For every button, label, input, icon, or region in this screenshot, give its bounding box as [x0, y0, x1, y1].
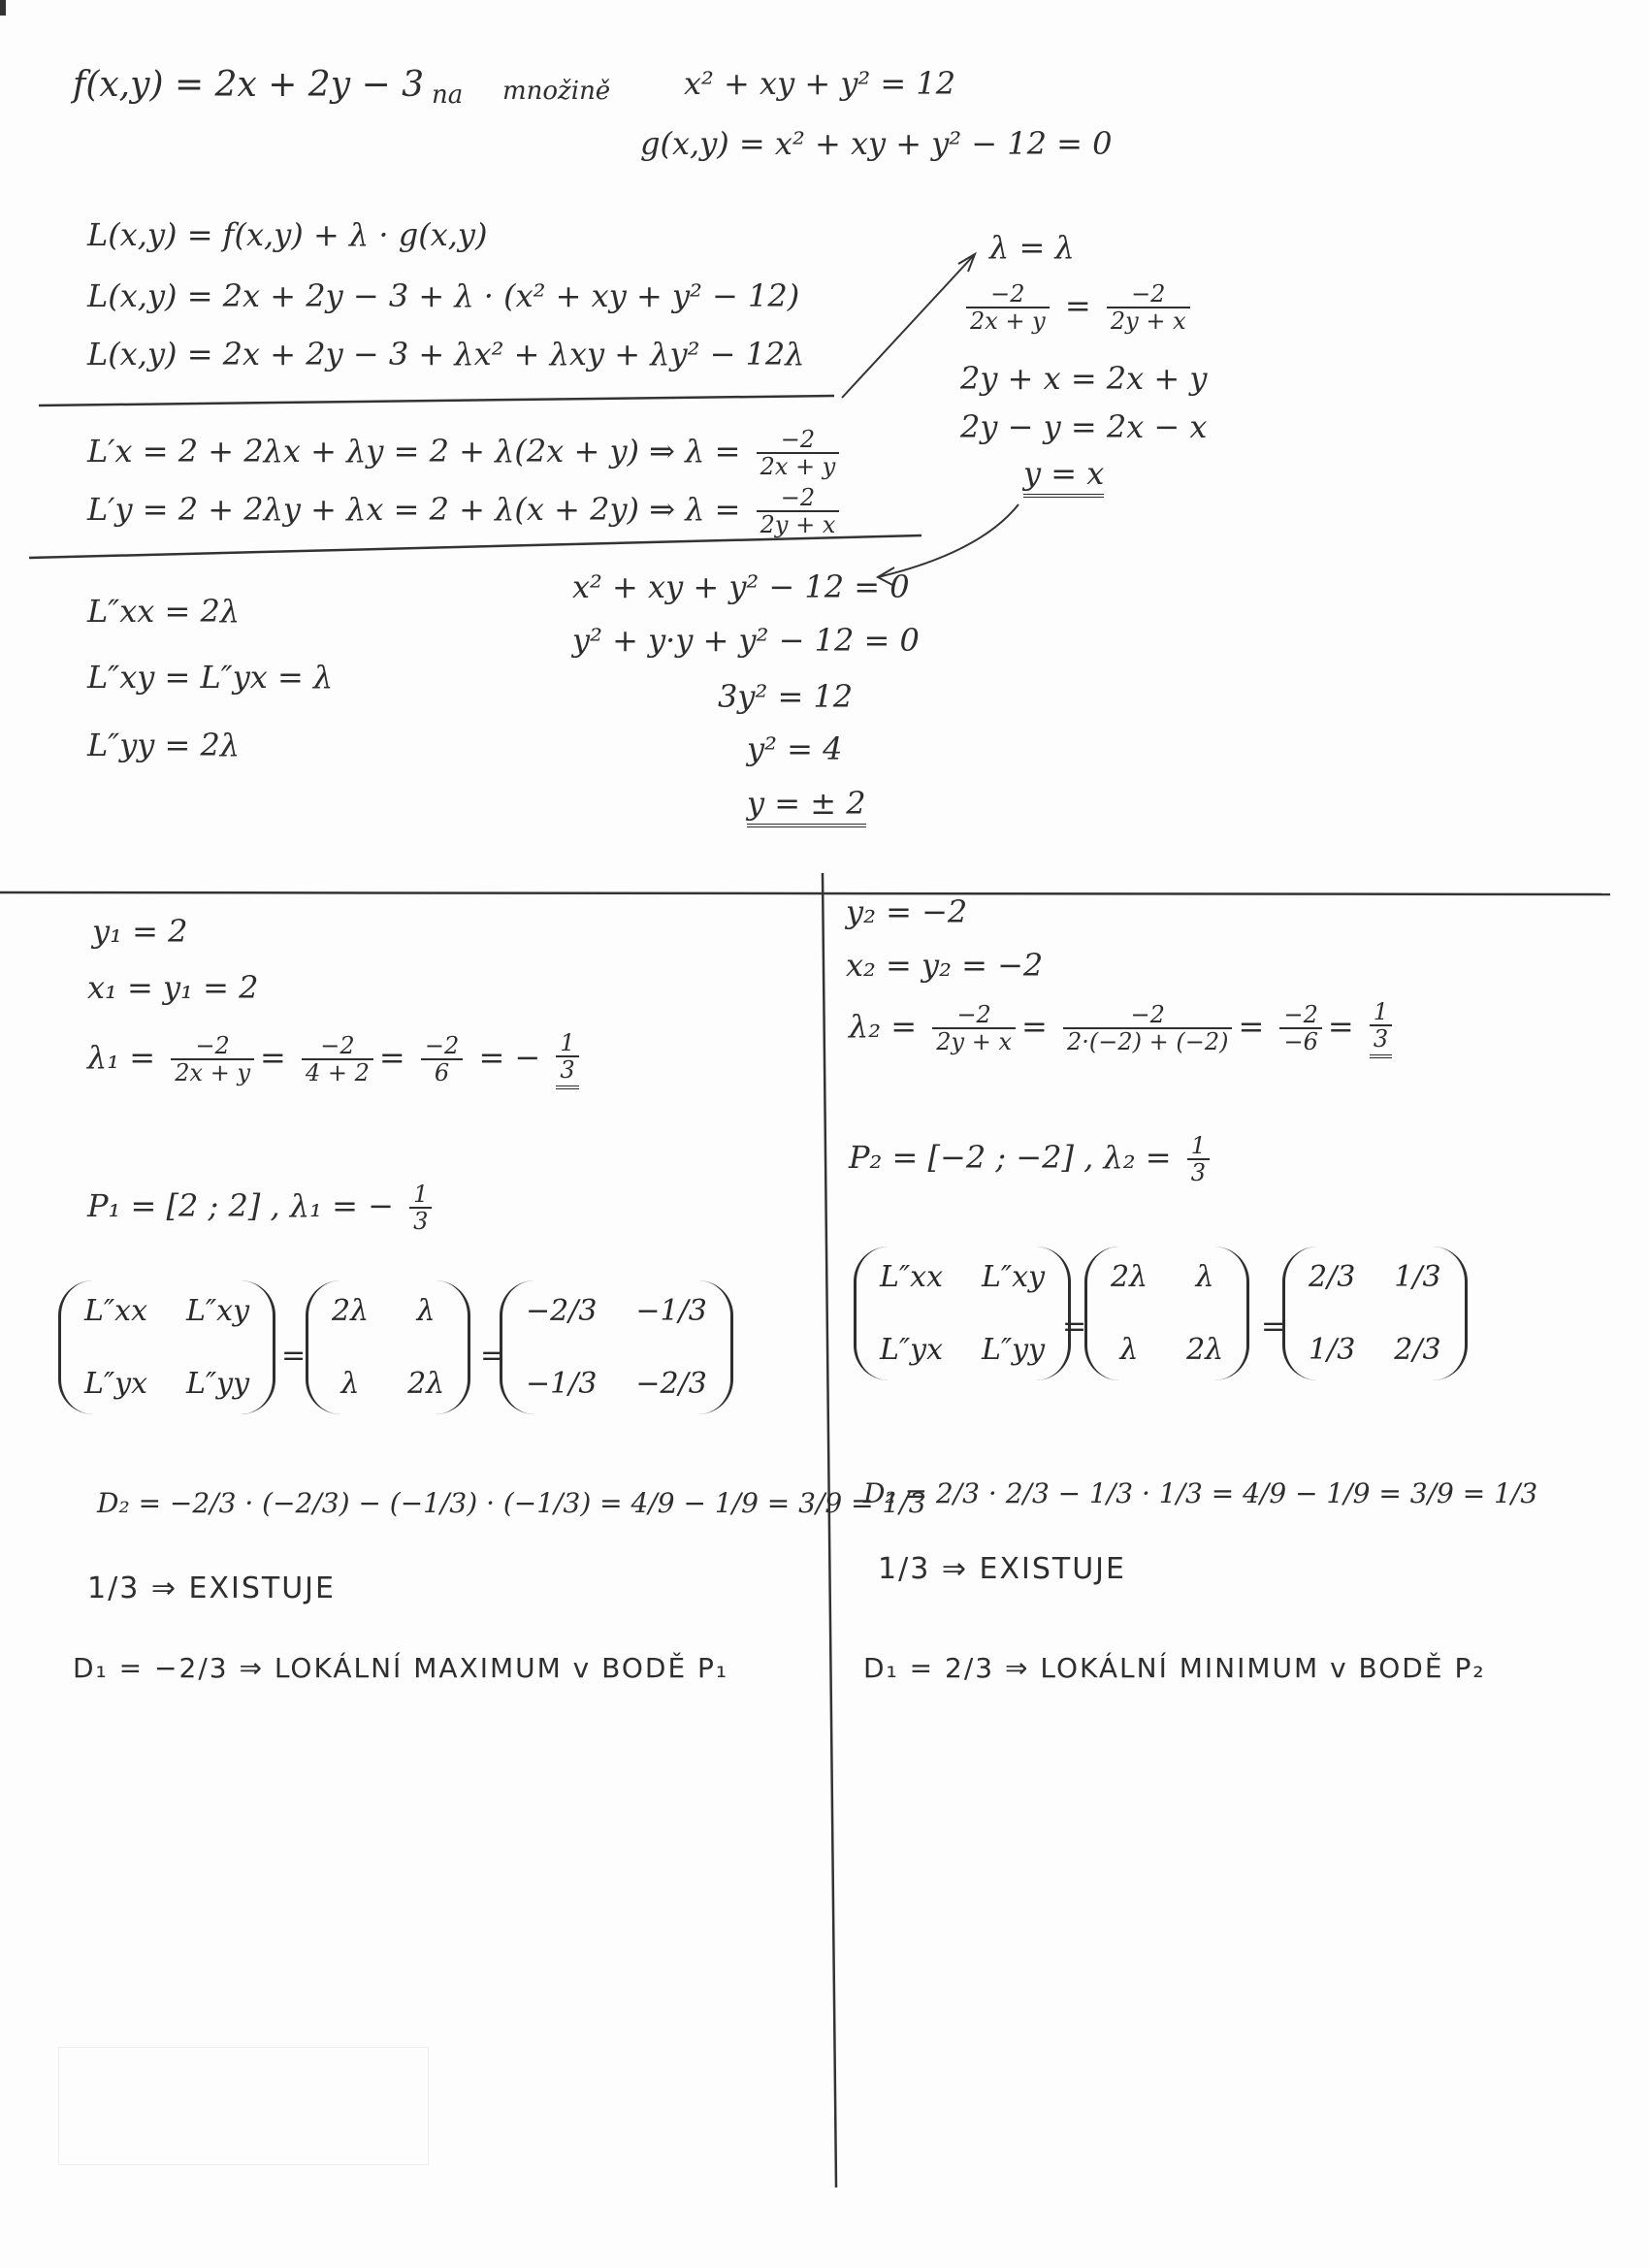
fraction-numerator: 1 [1187, 1133, 1210, 1160]
fraction-numerator: −2 [1063, 1002, 1232, 1029]
side-step-3: 2y + x = 2x + y [960, 360, 1208, 397]
fraction-numerator: −2 [932, 1002, 1016, 1029]
matrix-cell: −2/3 [635, 1367, 707, 1401]
equals-sign: = [1261, 1310, 1286, 1344]
fraction-numerator: −2 [421, 1033, 463, 1060]
left-hessian-lambda [306, 1280, 470, 1414]
fraction-denominator: 3 [413, 1208, 429, 1236]
right-lambda-frac-4 [1370, 999, 1392, 1058]
left-lambda-frac-2 [302, 1033, 373, 1086]
left-exists: 1/3 ⇒ EXISTUJE [87, 1571, 336, 1605]
left-lambda-result-prefix: = − [478, 1038, 541, 1076]
fraction-numerator: 1 [409, 1182, 432, 1209]
left-hessian-symbolic [58, 1280, 275, 1414]
side-result-wrap [1023, 454, 1104, 493]
fraction-denominator: 2y + x [760, 511, 836, 539]
left-conclusion: D₁ = −2/3 ⇒ LOKÁLNÍ MAXIMUM v BODĚ P₁ [73, 1652, 729, 1684]
equals-sign: = [281, 1339, 307, 1373]
lagrange-substituted: L(x,y) = 2x + 2y − 3 + λ · (x² + xy + y² − 12) [87, 277, 800, 314]
left-y1: y₁ = 2 [92, 913, 188, 950]
matrix-cell: 2/3 [1309, 1260, 1356, 1294]
matrix-cell: −1/3 [526, 1367, 598, 1401]
fraction-denominator: 2x + y [970, 308, 1046, 336]
right-point-text: P₂ = [−2 ; −2] , λ₂ = [849, 1138, 1172, 1176]
side-lambda-eq: λ = λ [989, 229, 1075, 266]
solve-step-1: x² + xy + y² − 12 = 0 [572, 568, 910, 605]
matrix-cell: 2λ [407, 1367, 445, 1401]
lagrange-expanded: L(x,y) = 2x + 2y − 3 + λx² + λxy + λy² − 12λ [87, 336, 805, 373]
right-exists: 1/3 ⇒ EXISTUJE [878, 1552, 1126, 1586]
left-x1: x₁ = y₁ = 2 [87, 969, 259, 1006]
fraction-denominator: 3 [1373, 1025, 1389, 1053]
fraction-denominator: 6 [434, 1059, 450, 1087]
matrix-cell: 1/3 [1394, 1260, 1441, 1294]
second-deriv-yy: L″yy = 2λ [87, 727, 241, 763]
partial-x-text: L′x = 2 + 2λx + λy = 2 + λ(2x + y) ⇒ λ = [87, 432, 741, 470]
fraction-denominator: 2y + x [936, 1028, 1012, 1056]
solve-step-4: y² = 4 [747, 730, 843, 767]
fraction-denominator: 4 + 2 [305, 1059, 370, 1087]
right-x2: x₂ = y₂ = −2 [846, 947, 1044, 984]
right-hessian-symbolic [854, 1247, 1071, 1380]
left-lambda-prefix: λ₁ = [87, 1038, 156, 1076]
matrix-cell: L″xx [880, 1260, 943, 1294]
fraction-denominator: 2y + x [1110, 308, 1186, 336]
partial-y [87, 485, 845, 538]
word-na: na [432, 81, 464, 110]
partial-x [87, 427, 845, 480]
side-result: y = x [1023, 455, 1104, 498]
fraction-denominator: 3 [1190, 1159, 1207, 1187]
matrix-cell: 2λ [1111, 1260, 1148, 1294]
fraction-numerator: 1 [1370, 999, 1392, 1026]
partial-y-text: L′y = 2 + 2λy + λx = 2 + λ(x + 2y) ⇒ λ = [87, 490, 741, 528]
fraction-numerator: −2 [1279, 1002, 1321, 1029]
right-lambda-frac-2 [1063, 1002, 1232, 1055]
matrix-cell: L″yx [84, 1367, 148, 1401]
second-deriv-xx: L″xx = 2λ [87, 593, 241, 630]
fraction-denominator: 2x + y [175, 1059, 250, 1087]
side-equals: = [1064, 286, 1091, 324]
fraction-numerator: −2 [966, 281, 1050, 308]
partial-x-fraction [757, 427, 840, 480]
left-point [87, 1182, 437, 1235]
right-lambda: λ₂ = $\frac{-2}{2y + x}$ = $\frac{-2}{2\cdot(-2) + (-2)}$ = $\frac{-2}{-6}$ = $\frac{1}{3}$ [849, 999, 1398, 1058]
fraction-denominator: 2·(−2) + (−2) [1066, 1028, 1229, 1056]
right-hessian-values [1282, 1247, 1468, 1380]
right-hessian-lambda [1084, 1247, 1249, 1380]
fraction-numerator: −2 [1107, 281, 1190, 308]
matrix-cell: 1/3 [1309, 1333, 1356, 1367]
side-fraction-eq [960, 281, 1196, 335]
left-lambda-frac-3 [421, 1033, 463, 1086]
matrix-cell: 2λ [1186, 1333, 1224, 1367]
left-determinant-d2: D₂ = −2/3 · (−2/3) − (−1/3) · (−1/3) = 4/9 − 1/9 = 3/9 = 1/3 [97, 1487, 926, 1519]
fraction-numerator: −2 [757, 427, 840, 454]
constraint-equation: x² + xy + y² = 12 [684, 65, 956, 102]
matrix-cell: −1/3 [635, 1294, 707, 1328]
right-point [849, 1133, 1215, 1186]
matrix-cell: 2/3 [1394, 1333, 1441, 1367]
left-point-text: P₁ = [2 ; 2] , λ₁ = − [87, 1186, 394, 1224]
matrix-cell: L″xy [982, 1260, 1046, 1294]
right-conclusion: D₁ = 2/3 ⇒ LOKÁLNÍ MINIMUM v BODĚ P₂ [863, 1652, 1486, 1684]
right-point-fraction [1187, 1133, 1210, 1186]
fraction-denominator: 2x + y [760, 453, 836, 481]
fraction-denominator: 3 [560, 1056, 575, 1085]
fraction-denominator: −6 [1283, 1028, 1318, 1056]
word-mnozine: množině [502, 77, 611, 106]
equals-sign: = [480, 1339, 505, 1373]
side-fraction-left [966, 281, 1050, 335]
solve-step-2: y² + y·y + y² − 12 = 0 [572, 622, 920, 659]
left-lambda-frac-4 [556, 1030, 578, 1089]
matrix-cell: L″xx [84, 1294, 147, 1328]
fraction-numerator: −2 [757, 485, 840, 512]
right-lambda-frac-3 [1279, 1002, 1321, 1055]
faint-stamp-artifact [58, 2047, 429, 2165]
left-lambda: λ₁ = $\frac{-2}{2x + y}$ = $\frac{-2}{4 + 2}$ = $\frac{-2}{6}$ = − $\frac{1}{3}$ [87, 1030, 585, 1089]
matrix-cell: L″yx [880, 1333, 944, 1367]
matrix-cell: L″yy [186, 1367, 250, 1401]
left-point-fraction [409, 1182, 432, 1235]
second-deriv-xy: L″xy = L″yx = λ [87, 659, 334, 696]
matrix-cell: λ [340, 1367, 360, 1401]
side-fraction-right [1107, 281, 1190, 335]
left-hessian-values [500, 1280, 733, 1414]
matrix-cell: λ [416, 1294, 436, 1328]
matrix-cell: 2λ [332, 1294, 370, 1328]
function-definition: f(x,y) = 2x + 2y − 3 [73, 65, 425, 105]
lagrange-definition: L(x,y) = f(x,y) + λ · g(x,y) [87, 216, 488, 253]
right-determinant-d2: D₂ = 2/3 · 2/3 − 1/3 · 1/3 = 4/9 − 1/9 = 3/9 = 1/3 [863, 1477, 1538, 1509]
solve-result-wrap [747, 784, 866, 823]
side-step-4: 2y − y = 2x − x [960, 408, 1208, 445]
matrix-cell: λ [1119, 1333, 1139, 1367]
solve-result: y = ± 2 [747, 785, 866, 827]
right-lambda-frac-1 [932, 1002, 1016, 1055]
constraint-function: g(x,y) = x² + xy + y² − 12 = 0 [640, 125, 1113, 162]
partial-y-fraction [757, 485, 840, 538]
matrix-cell: −2/3 [526, 1294, 598, 1328]
matrix-cell: L″xy [186, 1294, 250, 1328]
left-lambda-frac-1 [171, 1033, 254, 1086]
fraction-numerator: −2 [171, 1033, 254, 1060]
fraction-numerator: −2 [302, 1033, 373, 1060]
equals-sign: = [1062, 1310, 1087, 1344]
right-y2: y₂ = −2 [846, 893, 968, 930]
matrix-cell: L″yy [982, 1333, 1046, 1367]
matrix-cell: λ [1195, 1260, 1214, 1294]
right-lambda-prefix: λ₂ = [849, 1007, 918, 1045]
solve-step-3: 3y² = 12 [718, 678, 854, 715]
fraction-numerator: 1 [556, 1030, 578, 1057]
